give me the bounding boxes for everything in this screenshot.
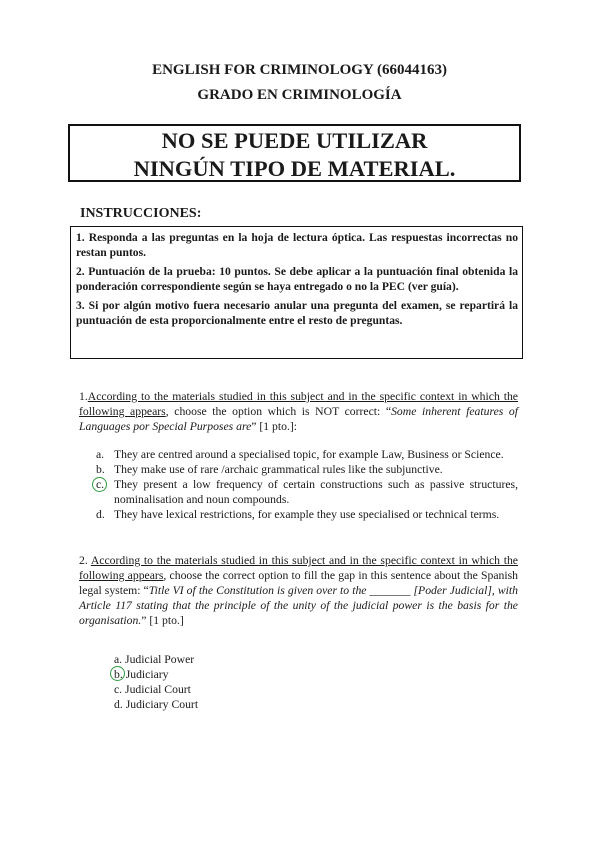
instructions-box: [70, 226, 523, 359]
question-quote: Title VI of the Constitution is given over to the _______ [Poder Judicial], with Article 117 stating that the principle of the unity of the judicial power is the basis for the organisation.: [79, 584, 518, 627]
option-a[interactable]: [79, 447, 518, 462]
option-d[interactable]: [79, 507, 518, 522]
option-text: Judiciary Court: [125, 698, 199, 711]
question-number: 1.: [79, 390, 88, 403]
option-c[interactable]: [114, 682, 198, 697]
option-text: They have lexical restrictions, for example they use specialised or technical terms.: [114, 508, 500, 521]
course-title: ENGLISH FOR CRIMINOLOGY (66044163): [152, 62, 447, 78]
option-b[interactable]: [79, 462, 518, 477]
question-1: [79, 389, 518, 522]
option-letter: d.: [96, 508, 105, 521]
question-points: ” [1 pto.]:: [251, 420, 298, 433]
option-text: Judicial Power: [125, 653, 195, 666]
option-c[interactable]: [79, 477, 518, 507]
question-2-options: [114, 652, 198, 712]
option-text: They are centred around a specialised topic, for example Law, Business or Science.: [114, 448, 504, 461]
degree-title: GRADO EN CRIMINOLOGÍA: [197, 87, 402, 103]
option-letter: d.: [114, 698, 123, 711]
option-letter: c.: [96, 478, 105, 491]
answer-circle-mark: [110, 666, 125, 681]
option-letter: c.: [114, 683, 123, 696]
option-text: They present a low frequency of certain constructions such as passive structures, nominalisation and noun compounds.: [114, 478, 518, 506]
instruction-item: 3. Si por algún motivo fuera necesario anular una pregunta del examen, se repartirá la puntuación de esta proporcionalmente entre el resto de preguntas.: [76, 299, 518, 327]
option-text: Judiciary: [125, 668, 169, 681]
instruction-item: 1. Responda a las preguntas en la hoja de lectura óptica. Las respuestas incorrectas no restan puntos.: [76, 231, 518, 259]
question-number: 2.: [79, 554, 88, 567]
option-letter: a.: [114, 653, 123, 666]
instructions-title: INSTRUCCIONES:: [80, 206, 202, 221]
question-1-stem: [79, 389, 518, 434]
question-points: ” [1 pto.]: [141, 614, 184, 627]
option-a[interactable]: [114, 652, 198, 667]
question-2: [79, 553, 518, 628]
option-letter: b.: [96, 463, 105, 476]
option-b[interactable]: [114, 667, 198, 682]
banner-line-1: NO SE PUEDE UTILIZAR: [161, 128, 428, 153]
option-letter: a.: [96, 448, 105, 461]
option-text: Judicial Court: [125, 683, 191, 696]
banner-line-2: NINGÚN TIPO DE MATERIAL.: [133, 156, 456, 181]
question-text: , choose the option which is NOT correct: “: [165, 405, 392, 418]
question-context: According to the materials studied in this subject and in the specific context in which the following appears: [79, 554, 518, 582]
question-2-stem: [79, 553, 518, 628]
no-material-banner: [68, 124, 521, 182]
question-quote: Some inherent features of Languages por Special Purposes are: [79, 405, 518, 433]
question-1-options: [79, 447, 518, 522]
option-letter: b.: [114, 668, 123, 681]
option-d[interactable]: [114, 697, 198, 712]
question-context: According to the materials studied in this subject and in the specific context in which the following appears: [79, 390, 518, 418]
instruction-item: 2. Puntuación de la prueba: 10 puntos. Se debe aplicar a la puntuación final obtenida la ponderación correspondiente según se haya entregado o no la PEC (ver guía).: [76, 265, 518, 293]
option-text: They make use of rare /archaic grammatical rules like the subjunctive.: [114, 463, 443, 476]
question-text: , choose the correct option to fill the gap in this sentence about the Spanish legal system: “: [79, 569, 519, 597]
